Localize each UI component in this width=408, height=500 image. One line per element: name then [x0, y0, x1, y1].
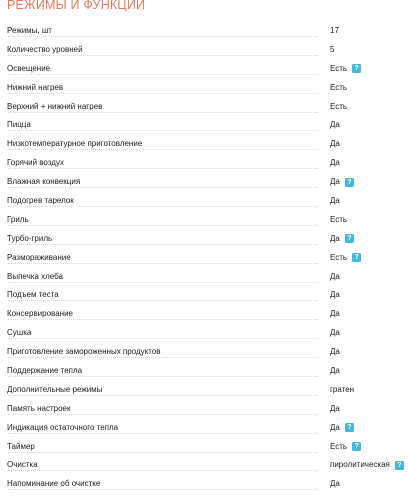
spec-value	[330, 26, 339, 36]
spec-value-text: Да	[330, 403, 340, 413]
spec-row	[0, 154, 408, 173]
spec-value-text: Да	[330, 290, 340, 300]
spec-row	[0, 419, 408, 438]
dotted-divider	[8, 149, 318, 150]
spec-list	[0, 22, 408, 494]
spec-row	[0, 381, 408, 400]
spec-label: Турбо-гриль	[7, 233, 53, 243]
spec-label: Дополнительные режимы	[7, 384, 103, 394]
spec-label: Память настроек	[7, 403, 71, 413]
spec-value	[330, 347, 340, 357]
spec-value	[330, 83, 347, 93]
spec-value	[330, 328, 340, 338]
dotted-divider	[8, 263, 318, 264]
spec-row	[0, 135, 408, 154]
spec-value-text: гратен	[330, 384, 355, 394]
spec-label: Подогрев тарелок	[7, 196, 74, 206]
dotted-divider	[8, 338, 318, 339]
spec-row	[0, 211, 408, 230]
spec-label: Таймер	[7, 441, 35, 451]
dotted-divider	[8, 452, 318, 453]
spec-value	[330, 253, 361, 263]
spec-value	[330, 215, 347, 225]
spec-row	[0, 324, 408, 343]
spec-row	[0, 41, 408, 60]
spec-row	[0, 400, 408, 419]
dotted-divider	[8, 414, 318, 415]
dotted-divider	[8, 376, 318, 377]
spec-label: Очистка	[7, 460, 38, 470]
spec-label: Нижний нагрев	[7, 82, 64, 92]
spec-value	[330, 196, 340, 206]
spec-value	[330, 177, 354, 187]
spec-value-text: Да	[330, 347, 340, 357]
spec-value	[330, 102, 347, 112]
spec-row	[0, 438, 408, 457]
dotted-divider	[8, 282, 318, 283]
help-icon[interactable]: ?	[352, 64, 361, 73]
spec-value	[330, 442, 361, 452]
dotted-divider	[8, 489, 318, 490]
spec-label: Размораживание	[7, 252, 71, 262]
spec-row	[0, 22, 408, 41]
dotted-divider	[8, 112, 318, 113]
spec-value-text: Да	[330, 177, 340, 187]
dotted-divider	[8, 168, 318, 169]
spec-row	[0, 60, 408, 79]
spec-value-text: Да	[330, 479, 340, 489]
help-icon[interactable]: ?	[345, 178, 354, 187]
spec-row	[0, 173, 408, 192]
spec-row	[0, 249, 408, 268]
spec-value	[330, 423, 354, 433]
dotted-divider	[8, 130, 318, 131]
spec-value	[330, 385, 354, 395]
spec-label: Консервирование	[7, 309, 73, 319]
spec-row	[0, 79, 408, 98]
spec-value-text: Да	[330, 139, 340, 149]
spec-label: Подъем теста	[7, 290, 59, 300]
spec-row	[0, 286, 408, 305]
spec-row	[0, 268, 408, 287]
spec-value-text: Есть	[330, 82, 348, 92]
help-icon[interactable]: ?	[352, 253, 361, 262]
spec-value-text: 17	[330, 26, 339, 35]
spec-value-text: Есть	[330, 101, 348, 111]
spec-value-text: 5	[330, 44, 335, 54]
spec-label: Напоминание об очистке	[7, 479, 101, 489]
spec-value-text: Есть	[330, 214, 348, 224]
dotted-divider	[8, 187, 318, 188]
spec-value	[330, 479, 340, 489]
spec-value	[330, 404, 340, 414]
spec-value-text: Да	[330, 328, 340, 338]
spec-label: Освещение	[7, 63, 51, 73]
spec-row	[0, 343, 408, 362]
spec-value	[330, 290, 340, 300]
dotted-divider	[8, 225, 318, 226]
spec-value	[330, 309, 340, 319]
dotted-divider	[8, 470, 318, 471]
dotted-divider	[8, 357, 318, 358]
spec-label: Режимы, шт	[7, 26, 52, 35]
spec-row	[0, 192, 408, 211]
spec-value-text: пиролитическая	[330, 460, 390, 470]
spec-value-text: Есть	[330, 63, 348, 73]
spec-value-text: Да	[330, 271, 340, 281]
spec-value	[330, 158, 340, 168]
dotted-divider	[8, 244, 318, 245]
spec-label: Гриль	[7, 214, 29, 224]
spec-label: Пицца	[7, 120, 31, 130]
spec-value-text: Да	[330, 366, 340, 376]
spec-value-text: Да	[330, 158, 340, 168]
spec-value-text: Да	[330, 309, 340, 319]
spec-label: Поддержание тепла	[7, 366, 83, 376]
spec-label: Выпечка хлеба	[7, 271, 63, 281]
spec-value-text: Есть	[330, 441, 348, 451]
spec-label: Количество уровней	[7, 44, 83, 54]
dotted-divider	[8, 55, 318, 56]
spec-row	[0, 230, 408, 249]
spec-row	[0, 305, 408, 324]
spec-label: Низкотемпературное приготовление	[7, 139, 143, 149]
spec-label: Горячий воздух	[7, 158, 64, 168]
spec-value-text: Да	[330, 422, 340, 432]
dotted-divider	[8, 300, 318, 301]
spec-value	[330, 139, 340, 149]
spec-value	[330, 460, 404, 470]
dotted-divider	[8, 319, 318, 320]
spec-value	[330, 120, 340, 130]
spec-value	[330, 366, 340, 376]
dotted-divider	[8, 93, 318, 94]
spec-row	[0, 475, 408, 494]
dotted-divider	[8, 433, 318, 434]
spec-label: Приготовление замороженных продуктов	[7, 347, 161, 357]
dotted-divider	[8, 206, 318, 207]
spec-value-text: Да	[330, 196, 340, 206]
dotted-divider	[8, 395, 318, 396]
spec-value	[330, 45, 334, 55]
spec-label: Сушка	[7, 328, 32, 338]
dotted-divider	[8, 74, 318, 75]
dotted-divider	[8, 36, 318, 37]
spec-value-text: Есть	[330, 252, 348, 262]
section-title: РЕЖИМЫ И ФУНКЦИИ	[7, 0, 146, 12]
spec-row	[0, 362, 408, 381]
spec-value-text: Да	[330, 233, 340, 243]
spec-row	[0, 456, 408, 475]
spec-value-text: Да	[330, 120, 340, 130]
spec-label: Верхний + нижний нагрев	[7, 101, 103, 111]
spec-value	[330, 64, 361, 74]
spec-label: Влажная конвекция	[7, 177, 81, 187]
help-icon[interactable]: ?	[395, 461, 404, 470]
spec-label: Индикация остаточного тепла	[7, 422, 119, 432]
help-icon[interactable]: ?	[352, 442, 361, 451]
spec-value	[330, 272, 340, 282]
spec-row	[0, 116, 408, 135]
help-icon[interactable]: ?	[345, 234, 354, 243]
help-icon[interactable]: ?	[345, 423, 354, 432]
spec-row	[0, 98, 408, 117]
spec-value	[330, 234, 354, 244]
